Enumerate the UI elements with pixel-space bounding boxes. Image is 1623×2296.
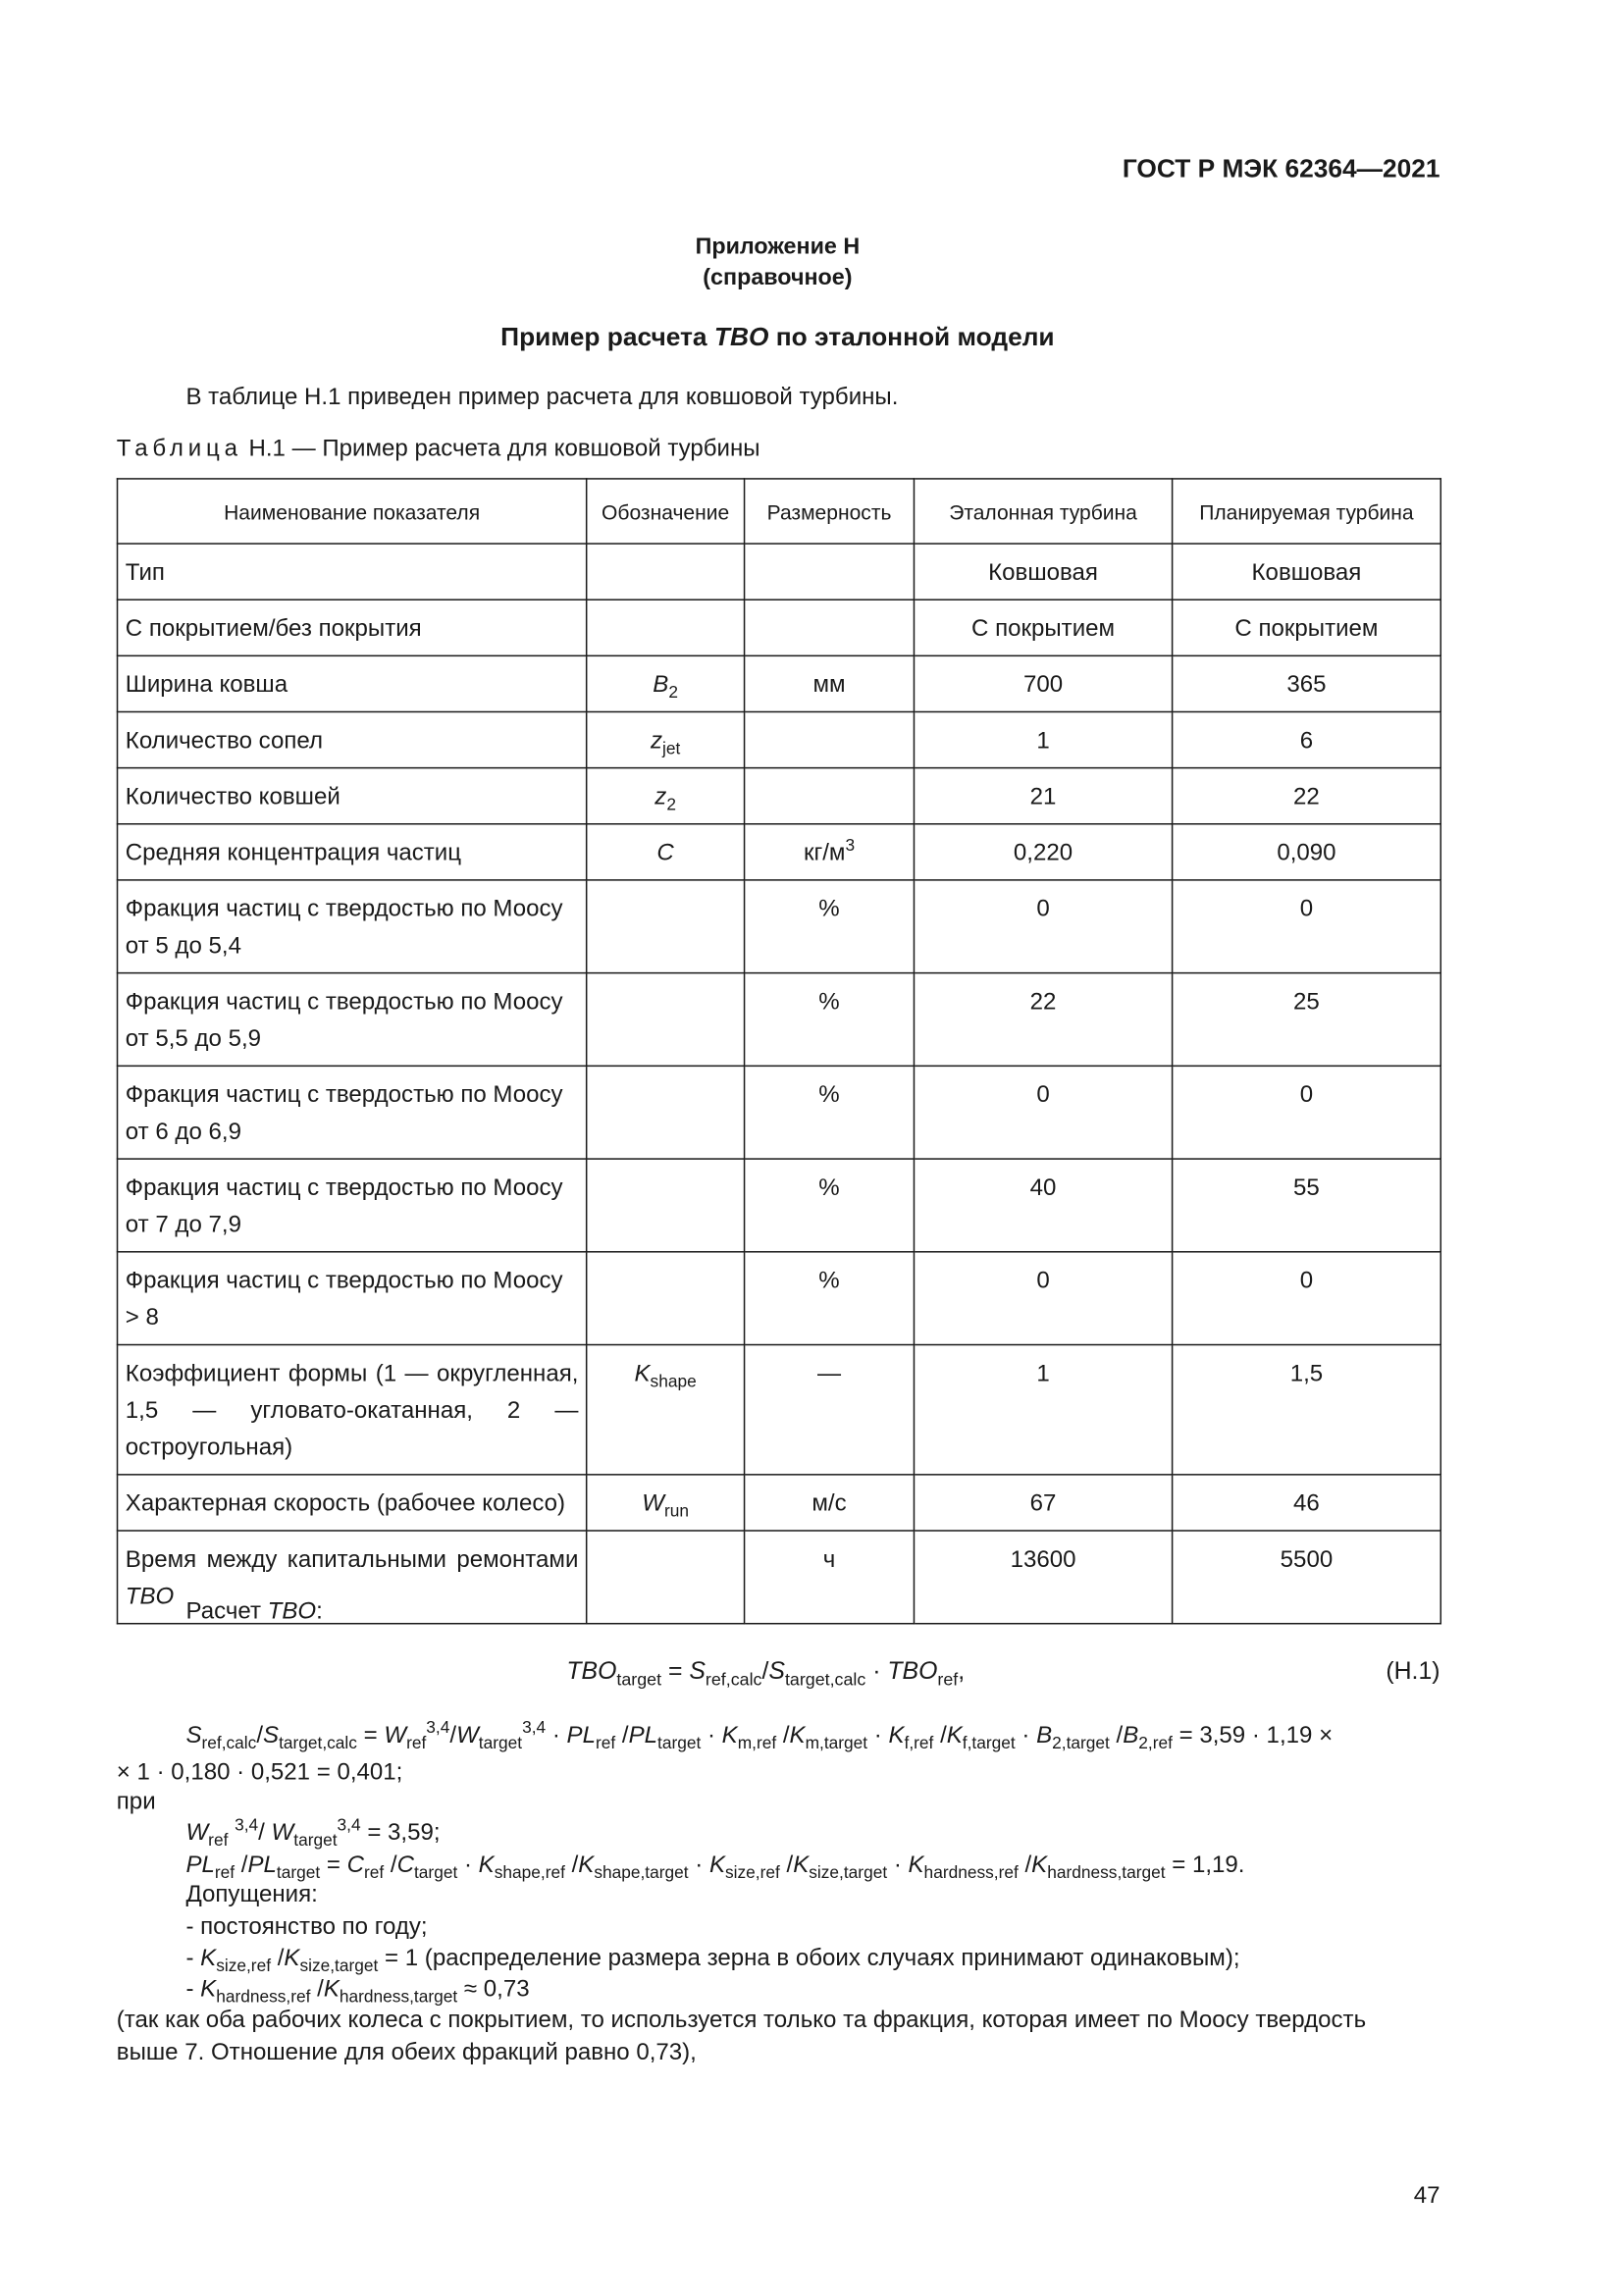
w-ratio-value: = 3,59; bbox=[360, 1820, 441, 1847]
symbol-subscript: 2 bbox=[666, 796, 676, 815]
equation-number: (Н.1) bbox=[1386, 1658, 1440, 1686]
cell-symbol bbox=[587, 973, 745, 1067]
cell-symbol bbox=[587, 544, 745, 600]
unit-text: % bbox=[818, 1269, 840, 1294]
cell-name: Время между капитальными ремонтами TBO bbox=[118, 1531, 587, 1624]
cell-unit bbox=[745, 768, 915, 824]
symbol-letter: C bbox=[656, 841, 674, 866]
section-title bbox=[0, 322, 1555, 353]
cell-unit bbox=[745, 880, 915, 973]
unit-text: кг/м bbox=[803, 841, 846, 866]
cell-symbol bbox=[587, 1159, 745, 1252]
note-line-1: (так как оба рабочих колеса с покрытием, то используется только та фракция, которая имеет по Моосу твердость bbox=[116, 2008, 1367, 2033]
table-row bbox=[118, 1345, 1441, 1475]
intro-paragraph: В таблице Н.1 приведен пример расчета для ковшовой турбины. bbox=[185, 385, 899, 411]
col-header-unit: Размерность bbox=[745, 479, 915, 544]
cell-target-value: 46 bbox=[1173, 1475, 1441, 1531]
pri-word: при bbox=[116, 1789, 156, 1815]
cell-target-value: 0 bbox=[1173, 1066, 1441, 1159]
cell-symbol bbox=[587, 1066, 745, 1159]
cell-target-value: 365 bbox=[1173, 655, 1441, 711]
cell-reference-value: 0,220 bbox=[914, 824, 1172, 880]
table-row bbox=[118, 768, 1441, 824]
unit-text: % bbox=[818, 1175, 840, 1201]
assumption-1: - постоянство по году; bbox=[185, 1914, 428, 1941]
assumptions-label: Допущения: bbox=[185, 1882, 318, 1908]
annex-title: Приложение Н bbox=[695, 235, 861, 260]
cell-symbol bbox=[587, 880, 745, 973]
cell-symbol bbox=[587, 1345, 745, 1475]
cell-target-value: 1,5 bbox=[1173, 1345, 1441, 1475]
cell-reference-value: 40 bbox=[914, 1159, 1172, 1252]
table-row bbox=[118, 1066, 1441, 1159]
table-caption-rest: Н.1 — Пример расчета для ковшовой турбины bbox=[241, 437, 760, 462]
cell-reference-value: 67 bbox=[914, 1475, 1172, 1531]
section-title-em: TBO bbox=[713, 321, 769, 351]
cell-name: С покрытием/без покрытия bbox=[118, 600, 587, 655]
pl-ratio-value: = 1,19. bbox=[1165, 1852, 1245, 1879]
table-row bbox=[118, 824, 1441, 880]
cell-name: Средняя концентрация частиц bbox=[118, 824, 587, 880]
table-caption bbox=[117, 437, 760, 463]
calc-label-colon: : bbox=[316, 1598, 323, 1625]
cell-reference-value: 13600 bbox=[914, 1531, 1172, 1624]
cell-symbol bbox=[587, 711, 745, 767]
calc-label-text: Расчет bbox=[185, 1598, 268, 1625]
cell-reference-value: 0 bbox=[914, 1066, 1172, 1159]
symbol-letter: K bbox=[634, 1361, 651, 1387]
cell-target-value: 6 bbox=[1173, 711, 1441, 767]
pl-ratio-line: $PL_{ref}$ $/PL_{target} = C_{ref}$ $/C_{target} \cdot K_{shape,ref}$ $/K_{shape,target} \cdot K_{size,ref}$ $/K_{size,target} \cdot K_{hardness,ref}$ $/K_{hardness,target} = 1,19$. bbox=[185, 1852, 1245, 1883]
col-header-name: Наименование показателя bbox=[118, 479, 587, 544]
cell-reference-value: 1 bbox=[914, 1345, 1172, 1475]
cell-reference-value: 21 bbox=[914, 768, 1172, 824]
cell-symbol bbox=[587, 1531, 745, 1624]
section-title-suffix: по эталонной модели bbox=[768, 321, 1055, 351]
cell-symbol bbox=[587, 1475, 745, 1531]
cell-symbol bbox=[587, 655, 745, 711]
table-caption-word: Таблица bbox=[116, 437, 242, 462]
cell-unit bbox=[745, 1252, 915, 1345]
table-row bbox=[118, 600, 1441, 655]
cell-name: Фракция частиц с твердостью по Моосу от 6 до 6,9 bbox=[118, 1066, 587, 1159]
cell-reference-value: 700 bbox=[914, 655, 1172, 711]
calculation-table bbox=[117, 478, 1441, 1624]
cell-reference-value: 0 bbox=[914, 880, 1172, 973]
unit-text: % bbox=[818, 1082, 840, 1109]
unit-text: м/с bbox=[812, 1491, 847, 1517]
cell-unit bbox=[745, 711, 915, 767]
cell-reference-value: 22 bbox=[914, 973, 1172, 1067]
symbol-subscript: shape bbox=[650, 1373, 697, 1391]
unit-text: — bbox=[816, 1361, 842, 1387]
cell-name: Фракция частиц с твердостью по Моосу от 5 до 5,4 bbox=[118, 880, 587, 973]
calc-label-em: TBO bbox=[267, 1598, 317, 1625]
table-row bbox=[118, 1475, 1441, 1531]
table-header-row bbox=[118, 479, 1441, 544]
section-title-prefix: Пример расчета bbox=[500, 321, 714, 351]
table-row bbox=[118, 973, 1441, 1067]
cell-symbol bbox=[587, 1252, 745, 1345]
cell-target-value: 5500 bbox=[1173, 1531, 1441, 1624]
cell-reference-value: 1 bbox=[914, 711, 1172, 767]
cell-unit bbox=[745, 1475, 915, 1531]
cell-target-value: С покрытием bbox=[1173, 600, 1441, 655]
annex-subtitle: (справочное) bbox=[703, 265, 853, 291]
col-header-symbol: Обозначение bbox=[587, 479, 745, 544]
cell-target-value: 25 bbox=[1173, 973, 1441, 1067]
col-header-target: Планируемая турбина bbox=[1173, 479, 1441, 544]
cell-name: Ширина ковша bbox=[118, 655, 587, 711]
cell-target-value: 22 bbox=[1173, 768, 1441, 824]
unit-text: мм bbox=[812, 672, 846, 699]
unit-text: % bbox=[818, 989, 840, 1016]
symbol-subscript: run bbox=[663, 1503, 689, 1522]
assumption-2-tail: = 1 (распределение размера зерна в обоих случаях принимают одинаковым); bbox=[378, 1946, 1240, 1971]
page-number: 47 bbox=[1413, 2183, 1440, 2209]
col-header-reference: Эталонная турбина bbox=[914, 479, 1172, 544]
calc-label bbox=[185, 1599, 322, 1626]
cell-target-value: 0,090 bbox=[1173, 824, 1441, 880]
cell-reference-value: 0 bbox=[914, 1252, 1172, 1345]
cell-unit bbox=[745, 1345, 915, 1475]
cell-name: Фракция частиц с твердостью по Моосу от 7 до 7,9 bbox=[118, 1159, 587, 1252]
cell-symbol bbox=[587, 768, 745, 824]
assumption-2: - $K_{size,ref}$ $/K_{size,target} = 1$ (распределение размера зерна в обоих случаях принимают одинаковым); bbox=[185, 1946, 1240, 1976]
cell-unit bbox=[745, 824, 915, 880]
cell-unit bbox=[745, 1531, 915, 1624]
cell-name: Характерная скорость (рабочее колесо) bbox=[118, 1475, 587, 1531]
table-row bbox=[118, 1252, 1441, 1345]
cell-target-value: 0 bbox=[1173, 880, 1441, 973]
cell-name: Коэффициент формы (1 — округленная, 1,5 — угловато-окатанная, 2 — остроугольная) bbox=[118, 1345, 587, 1475]
calc-result-line-1: $S_{ref,calc}/S_{target,calc} = W_{ref}^{3,4}/W_{target}^{3,4} \cdot PL_{ref}$ $/PL_{target} \cdot K_{m,ref}$ $/K_{m,target} \cdot K_{f,ref}$ $/K_{f,target} \cdot B_{2,target}$ $/B_{2,ref} = 3,59 \cdot 1,19$ × bbox=[185, 1719, 1334, 1753]
symbol-letter: W bbox=[642, 1491, 664, 1517]
cell-target-value: 55 bbox=[1173, 1159, 1441, 1252]
cell-name: Количество сопел bbox=[118, 711, 587, 767]
cell-unit bbox=[745, 655, 915, 711]
symbol-letter: B bbox=[653, 672, 669, 699]
unit-text: % bbox=[818, 897, 840, 922]
calc-result-tail: = 3,59 · 1,19 × bbox=[1172, 1723, 1334, 1748]
cell-target-value: 0 bbox=[1173, 1252, 1441, 1345]
table-row bbox=[118, 711, 1441, 767]
cell-reference-value: С покрытием bbox=[914, 600, 1172, 655]
assumption-3-tail: ≈ 0,73 bbox=[457, 1976, 530, 2003]
table-row bbox=[118, 1159, 1441, 1252]
unit-text: ч bbox=[822, 1547, 836, 1573]
cell-unit bbox=[745, 600, 915, 655]
document-code: ГОСТ Р МЭК 62364—2021 bbox=[1122, 153, 1440, 183]
cell-name: Количество ковшей bbox=[118, 768, 587, 824]
annex-heading bbox=[0, 232, 1555, 293]
w-ratio-line: $W_{ref}$ $^{3,4}$/ $W_{target}^{3,4} = 3,59$; bbox=[185, 1816, 441, 1851]
cell-unit bbox=[745, 544, 915, 600]
note-line-2: выше 7. Отношение для обеих фракций равно 0,73), bbox=[116, 2040, 697, 2066]
calc-result-line-2: × 1 · 0,180 · 0,521 = 0,401; bbox=[116, 1759, 403, 1786]
cell-symbol bbox=[587, 824, 745, 880]
table-row bbox=[118, 880, 1441, 973]
cell-target-value: Ковшовая bbox=[1173, 544, 1441, 600]
assumption-3: - $K_{hardness,ref}$ $/K_{hardness,target} \approx 0,73$ bbox=[185, 1976, 530, 2007]
table-row bbox=[118, 544, 1441, 600]
cell-unit bbox=[745, 973, 915, 1067]
unit-superscript: 3 bbox=[845, 837, 856, 856]
cell-symbol bbox=[587, 600, 745, 655]
symbol-letter: z bbox=[650, 728, 662, 755]
cell-name: Тип bbox=[118, 544, 587, 600]
table-row bbox=[118, 655, 1441, 711]
cell-name: Фракция частиц с твердостью по Моосу от 5,5 до 5,9 bbox=[118, 973, 587, 1067]
symbol-letter: z bbox=[654, 784, 667, 810]
cell-unit bbox=[745, 1066, 915, 1159]
symbol-subscript: jet bbox=[661, 740, 681, 758]
cell-reference-value: Ковшовая bbox=[914, 544, 1172, 600]
cell-name: Фракция частиц с твердостью по Моосу > 8 bbox=[118, 1252, 587, 1345]
equation-h1: $TBO_{target} = S_{ref,calc}/S_{target,calc} \cdot TBO_{ref}$, bbox=[566, 1658, 966, 1690]
cell-unit bbox=[745, 1159, 915, 1252]
symbol-subscript: 2 bbox=[668, 684, 678, 703]
